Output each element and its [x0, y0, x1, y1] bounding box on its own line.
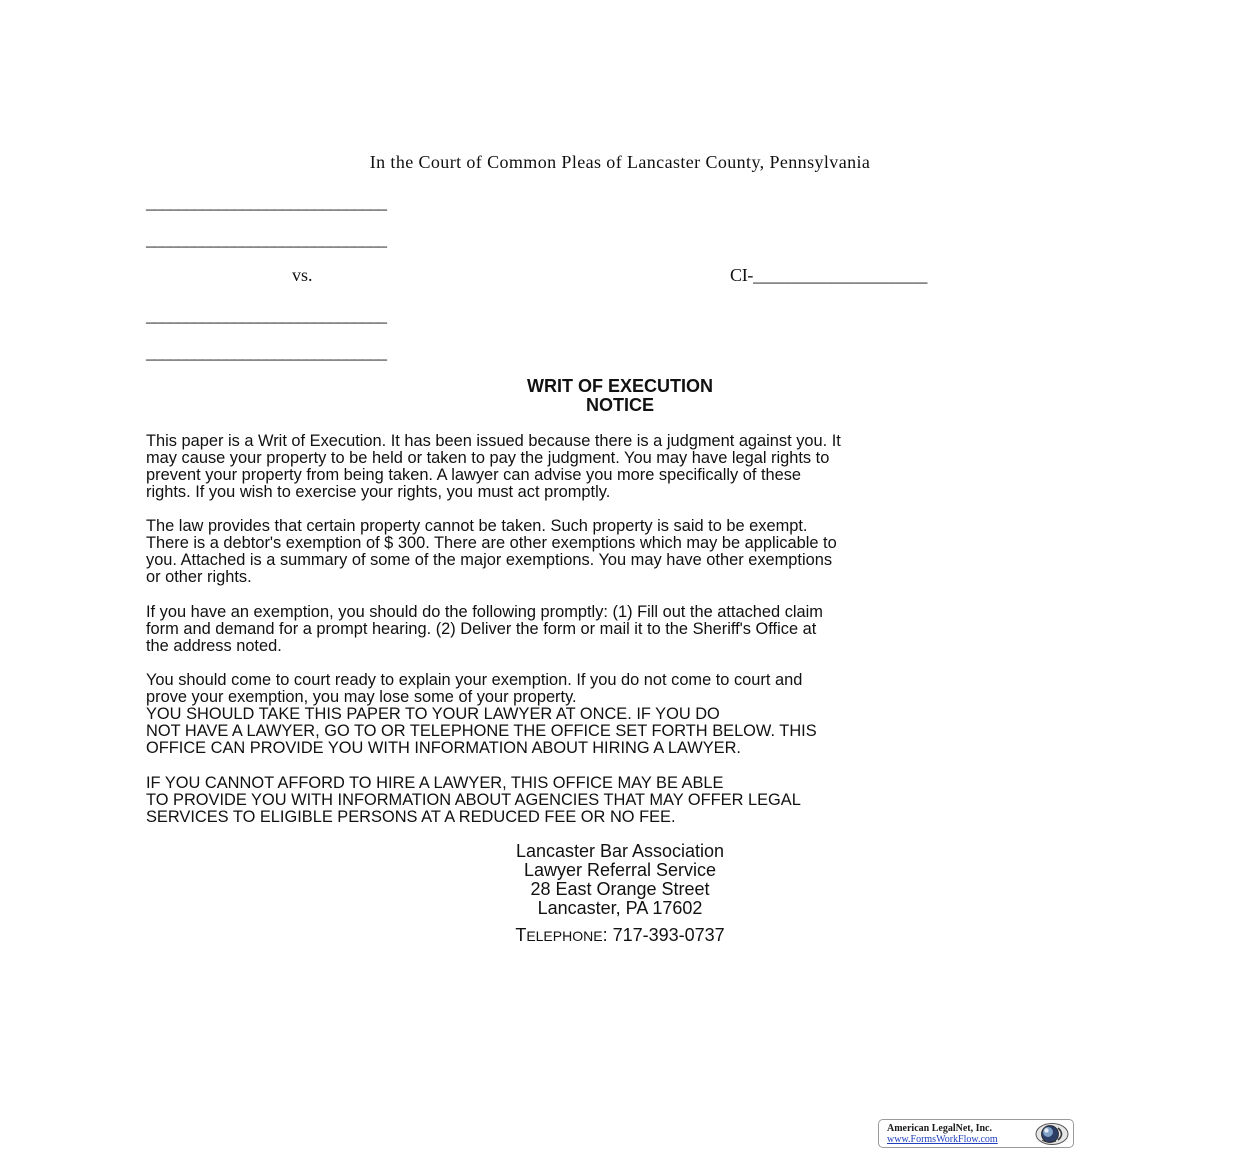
paragraph-line: OFFICE CAN PROVIDE YOU WITH INFORMATION ABOUT HIRING A LAWYER. [146, 739, 741, 757]
notice-paragraph-5 [146, 775, 1106, 826]
paragraph-line: The law provides that certain property cannot be taken. Such property is said to be exempt. [146, 517, 808, 535]
address-street: 28 East Orange Street [530, 879, 710, 899]
telephone-number: 717-393-0737 [612, 925, 725, 945]
court-heading: In the Court of Common Pleas of Lancaster County, Pennsylvania [369, 152, 871, 172]
globe-icon [1034, 1122, 1070, 1146]
telephone-label-initial: T [515, 925, 527, 945]
paragraph-line: prove your exemption, you may lose some of your property. [146, 688, 577, 706]
document-title [0, 377, 1240, 415]
footer-logo[interactable] [878, 1119, 1074, 1148]
paragraph-line: If you have an exemption, you should do the following promptly: (1) Fill out the attached claim [146, 603, 823, 621]
paragraph-line: You should come to court ready to explain your exemption. If you do not come to court and [146, 671, 803, 689]
paragraph-line: NOT HAVE A LAWYER, GO TO OR TELEPHONE THE OFFICE SET FORTH BELOW. THIS [146, 722, 817, 740]
logo-company-name: American LegalNet, Inc. [887, 1123, 992, 1134]
defendant-line-1: ______________________________ [146, 305, 386, 325]
address-city: Lancaster, PA 17602 [537, 898, 703, 918]
address-org: Lancaster Bar Association [515, 841, 725, 861]
defendant-line-2: ______________________________ [146, 342, 386, 362]
paragraph-line: prevent your property from being taken. A lawyer can advise you more specifically of these [146, 466, 802, 484]
plaintiff-line-1: ______________________________ [146, 192, 386, 212]
notice-paragraph-1 [146, 433, 1106, 501]
address-service: Lawyer Referral Service [523, 860, 717, 880]
telephone-line [0, 925, 1240, 946]
paragraph-line: TO PROVIDE YOU WITH INFORMATION ABOUT AGENCIES THAT MAY OFFER LEGAL [146, 791, 801, 809]
case-number-field: CI-____________________ [730, 265, 928, 285]
logo-url-link[interactable]: www.FormsWorkFlow.com [887, 1134, 998, 1145]
paragraph-line: form and demand for a prompt hearing. (2) Deliver the form or mail it to the Sheriff's Office at [146, 620, 817, 638]
telephone-separator: : [602, 925, 613, 945]
paragraph-line: you. Attached is a summary of some of the major exemptions. You may have other exemptions [146, 551, 833, 569]
title-line-1: WRIT OF EXECUTION [527, 376, 713, 396]
notice-paragraph-3 [146, 604, 1106, 655]
notice-paragraph-2 [146, 518, 1106, 586]
title-line-2: NOTICE [585, 395, 654, 415]
paragraph-line: may cause your property to be held or taken to pay the judgment. You may have legal rights to [146, 449, 830, 467]
paragraph-line: There is a debtor's exemption of $ 300. There are other exemptions which may be applicable to [146, 534, 837, 552]
notice-paragraph-4 [146, 672, 1106, 757]
versus-label: vs. [292, 265, 313, 285]
paragraph-line: SERVICES TO ELIGIBLE PERSONS AT A REDUCED FEE OR NO FEE. [146, 808, 676, 826]
paragraph-line: rights. If you wish to exercise your rights, you must act promptly. [146, 483, 611, 501]
paragraph-line: the address noted. [146, 637, 282, 655]
paragraph-line: IF YOU CANNOT AFFORD TO HIRE A LAWYER, THIS OFFICE MAY BE ABLE [146, 774, 724, 792]
referral-address-block [0, 842, 1240, 918]
plaintiff-line-2: ______________________________ [146, 229, 386, 249]
paragraph-line: This paper is a Writ of Execution. It has been issued because there is a judgment against you. It [146, 432, 841, 450]
paragraph-line: or other rights. [146, 568, 252, 586]
paragraph-line: YOU SHOULD TAKE THIS PAPER TO YOUR LAWYER AT ONCE. IF YOU DO [146, 705, 720, 723]
telephone-label-rest: ELEPHONE [526, 928, 603, 944]
